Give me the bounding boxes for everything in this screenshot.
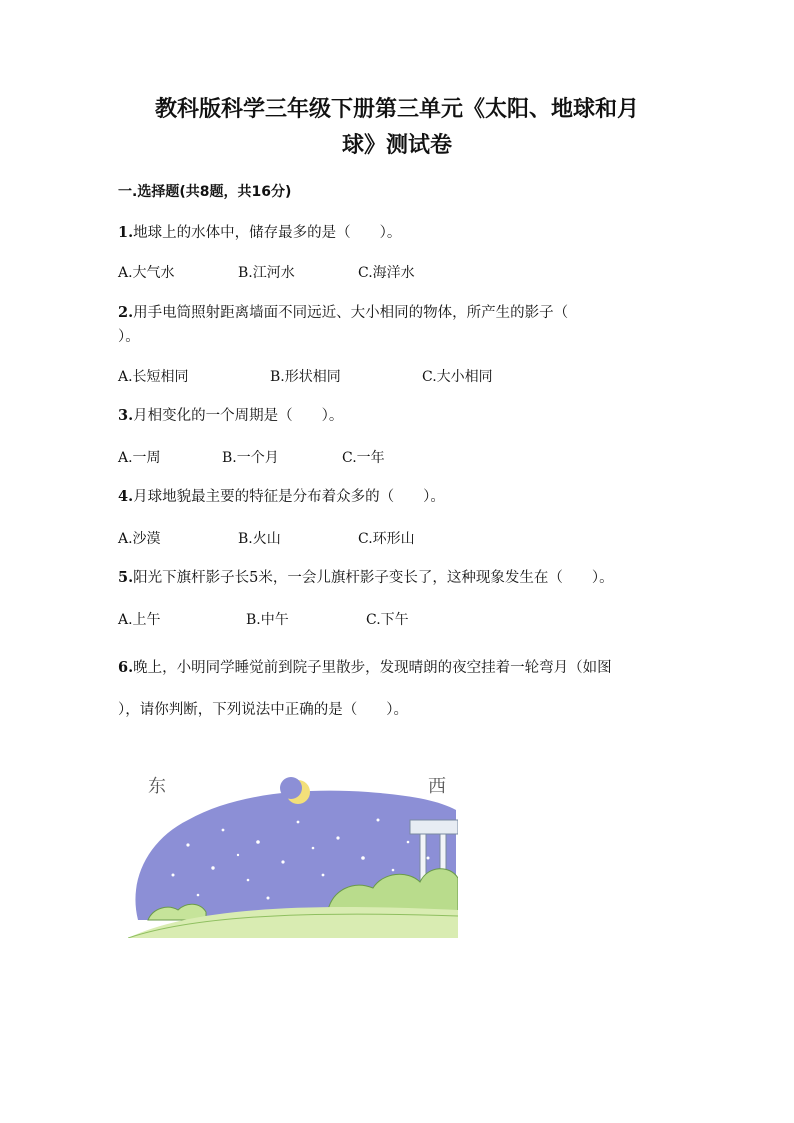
question-3 (118, 404, 678, 428)
question-text-continued: ），请你判断，下列说法中正确的是（ ）。 (118, 702, 408, 718)
option-b[interactable]: B.火山 (238, 531, 281, 547)
option-a[interactable]: A.上午 (118, 612, 161, 628)
question-text: 晚上，小明同学睡觉前到院子里散步，发现晴朗的夜空挂着一轮弯月（如图 (133, 660, 612, 676)
option-a[interactable]: A.沙漠 (118, 531, 161, 547)
question-5 (118, 566, 678, 590)
option-c[interactable]: C.环形山 (358, 531, 415, 547)
option-c[interactable]: C.下午 (366, 612, 409, 628)
option-b[interactable]: B.江河水 (238, 265, 295, 281)
option-a[interactable]: A.一周 (118, 450, 161, 466)
question-text-continued: ）。 (118, 329, 140, 345)
night-sky-figure (128, 770, 458, 938)
question-4 (118, 485, 678, 509)
question-number: 6. (118, 659, 134, 676)
question-text: 月相变化的一个周期是（ ）。 (133, 408, 344, 424)
question-text: 地球上的水体中，储存最多的是（ ）。 (133, 225, 402, 241)
option-a[interactable]: A.大气水 (118, 265, 175, 281)
question-number: 3. (118, 407, 134, 424)
question-text: 阳光下旗杆影子长5米，一会儿旗杆影子变长了，这种现象发生在（ ）。 (133, 570, 614, 586)
question-number: 5. (118, 569, 134, 586)
page-title-line-2: 球》测试卷 (341, 133, 452, 158)
option-c[interactable]: C.大小相同 (422, 369, 493, 385)
page-title-line-1: 教科版科学三年级下册第三单元《太阳、地球和月 (154, 97, 639, 122)
question-2 (118, 301, 678, 349)
option-c[interactable]: C.一年 (342, 450, 385, 466)
question-number: 1. (118, 224, 134, 241)
section-heading: 一.选择题(共8题，共16分) (118, 184, 292, 200)
option-b[interactable]: B.中午 (246, 612, 289, 628)
question-text: 月球地貌最主要的特征是分布着众多的（ ）。 (133, 489, 445, 505)
option-c[interactable]: C.海洋水 (358, 265, 415, 281)
option-b[interactable]: B.一个月 (222, 450, 279, 466)
question-6 (118, 647, 678, 731)
east-label: 东 (148, 776, 166, 797)
option-b[interactable]: B.形状相同 (270, 369, 341, 385)
question-number: 4. (118, 488, 134, 505)
option-a[interactable]: A.长短相同 (118, 369, 189, 385)
west-label: 西 (428, 776, 446, 797)
question-1 (118, 221, 678, 245)
question-text: 用手电筒照射距离墙面不同远近、大小相同的物体，所产生的影子（ (133, 305, 569, 321)
question-number: 2. (118, 304, 134, 321)
